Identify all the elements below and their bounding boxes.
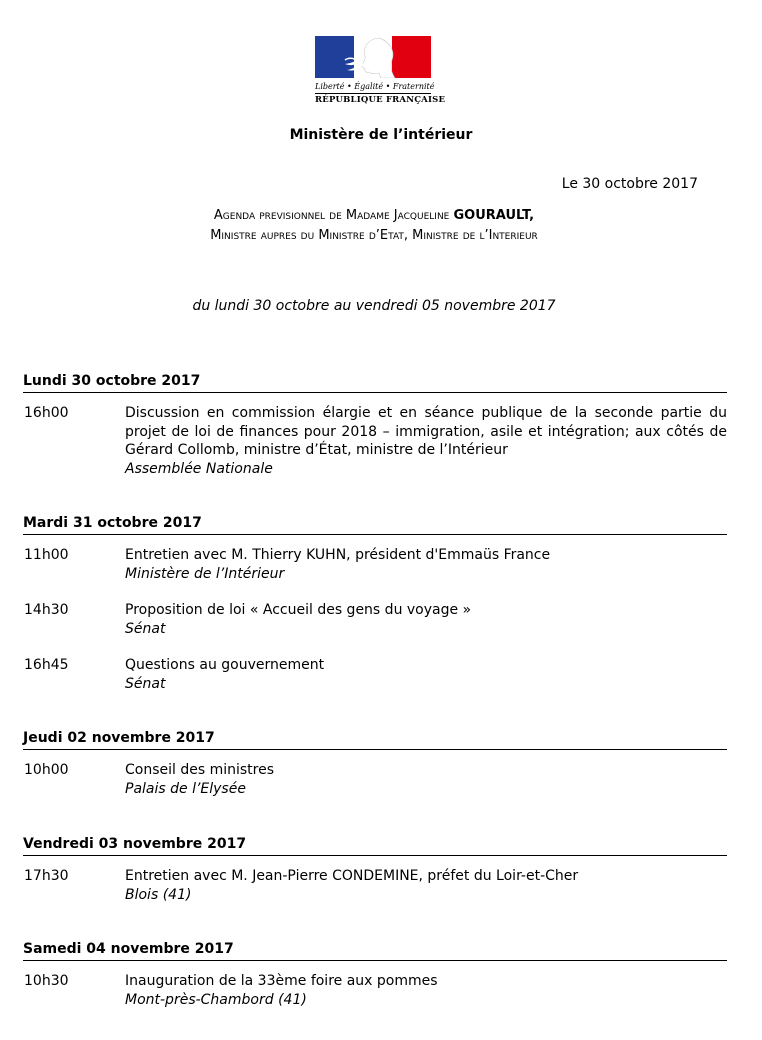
logo-divider <box>315 93 431 94</box>
event-time: 16h45 <box>24 657 69 673</box>
event-body <box>125 656 727 693</box>
event-body <box>125 546 727 583</box>
day-header-vendredi: Vendredi 03 novembre 2017 <box>23 835 727 856</box>
event-time: 16h00 <box>24 405 69 421</box>
event-location: Ministère de l’Intérieur <box>125 565 285 582</box>
day-header-jeudi: Jeudi 02 novembre 2017 <box>23 729 727 750</box>
event-location: Palais de l’Elysée <box>125 780 246 797</box>
event-description: Discussion en commission élargie et en séance publique de la seconde partie du projet de loi de finances pour 2018 – immigration, asile et intégration; aux côtés de Gérard Collomb, ministre d’État, ministre de l’Intérieur <box>125 405 727 458</box>
event-time: 10h00 <box>24 762 69 778</box>
day-header-samedi: Samedi 04 novembre 2017 <box>23 940 727 961</box>
event-description: Conseil des ministres <box>125 762 275 778</box>
day-header-mardi: Mardi 31 octobre 2017 <box>23 514 727 535</box>
event-body <box>125 867 727 904</box>
event-body <box>125 601 727 638</box>
event-location: Sénat <box>125 620 166 637</box>
event-location: Mont-près-Chambord (41) <box>125 991 307 1008</box>
event-time: 17h30 <box>24 868 69 884</box>
agenda-period: du lundi 30 octobre au vendredi 05 novembre 2017 <box>192 298 556 314</box>
day-header-lundi: Lundi 30 octobre 2017 <box>23 372 727 393</box>
event-location: Blois (41) <box>125 886 192 903</box>
event-body <box>125 972 727 1009</box>
logo-motto: Liberté • Égalité • Fraternité <box>315 82 435 91</box>
agenda-title-line1 <box>0 206 748 226</box>
republique-francaise-logo <box>315 36 446 105</box>
marianne-flag-icon <box>315 36 431 78</box>
event-time: 14h30 <box>24 602 69 618</box>
event-time: 10h30 <box>24 973 69 989</box>
event-description: Inauguration de la 33ème foire aux pommes <box>125 973 438 989</box>
event-location: Assemblée Nationale <box>125 460 273 477</box>
event-body <box>125 761 727 798</box>
event-location: Sénat <box>125 675 166 692</box>
event-description: Entretien avec M. Thierry KUHN, président d'Emmaüs France <box>125 547 551 563</box>
agenda-title-line2: Ministre aupres du Ministre d’Etat, Ministre de l’Interieur <box>210 228 538 243</box>
event-description: Proposition de loi « Accueil des gens du voyage » <box>125 602 472 618</box>
ministry-name: Ministère de l’intérieur <box>289 127 473 143</box>
event-time: 11h00 <box>24 547 69 563</box>
agenda-title-prefix: Agenda previsionnel de Madame Jacqueline <box>213 208 454 223</box>
event-description: Entretien avec M. Jean-Pierre CONDEMINE, préfet du Loir-et-Cher <box>125 868 579 884</box>
document-date: Le 30 octobre 2017 <box>561 176 698 192</box>
event-body <box>125 404 727 478</box>
event-description: Questions au gouvernement <box>125 657 325 673</box>
agenda-title-name: GOURAULT, <box>453 208 535 223</box>
logo-republique: RÉPUBLIQUE FRANÇAISE <box>315 95 446 105</box>
